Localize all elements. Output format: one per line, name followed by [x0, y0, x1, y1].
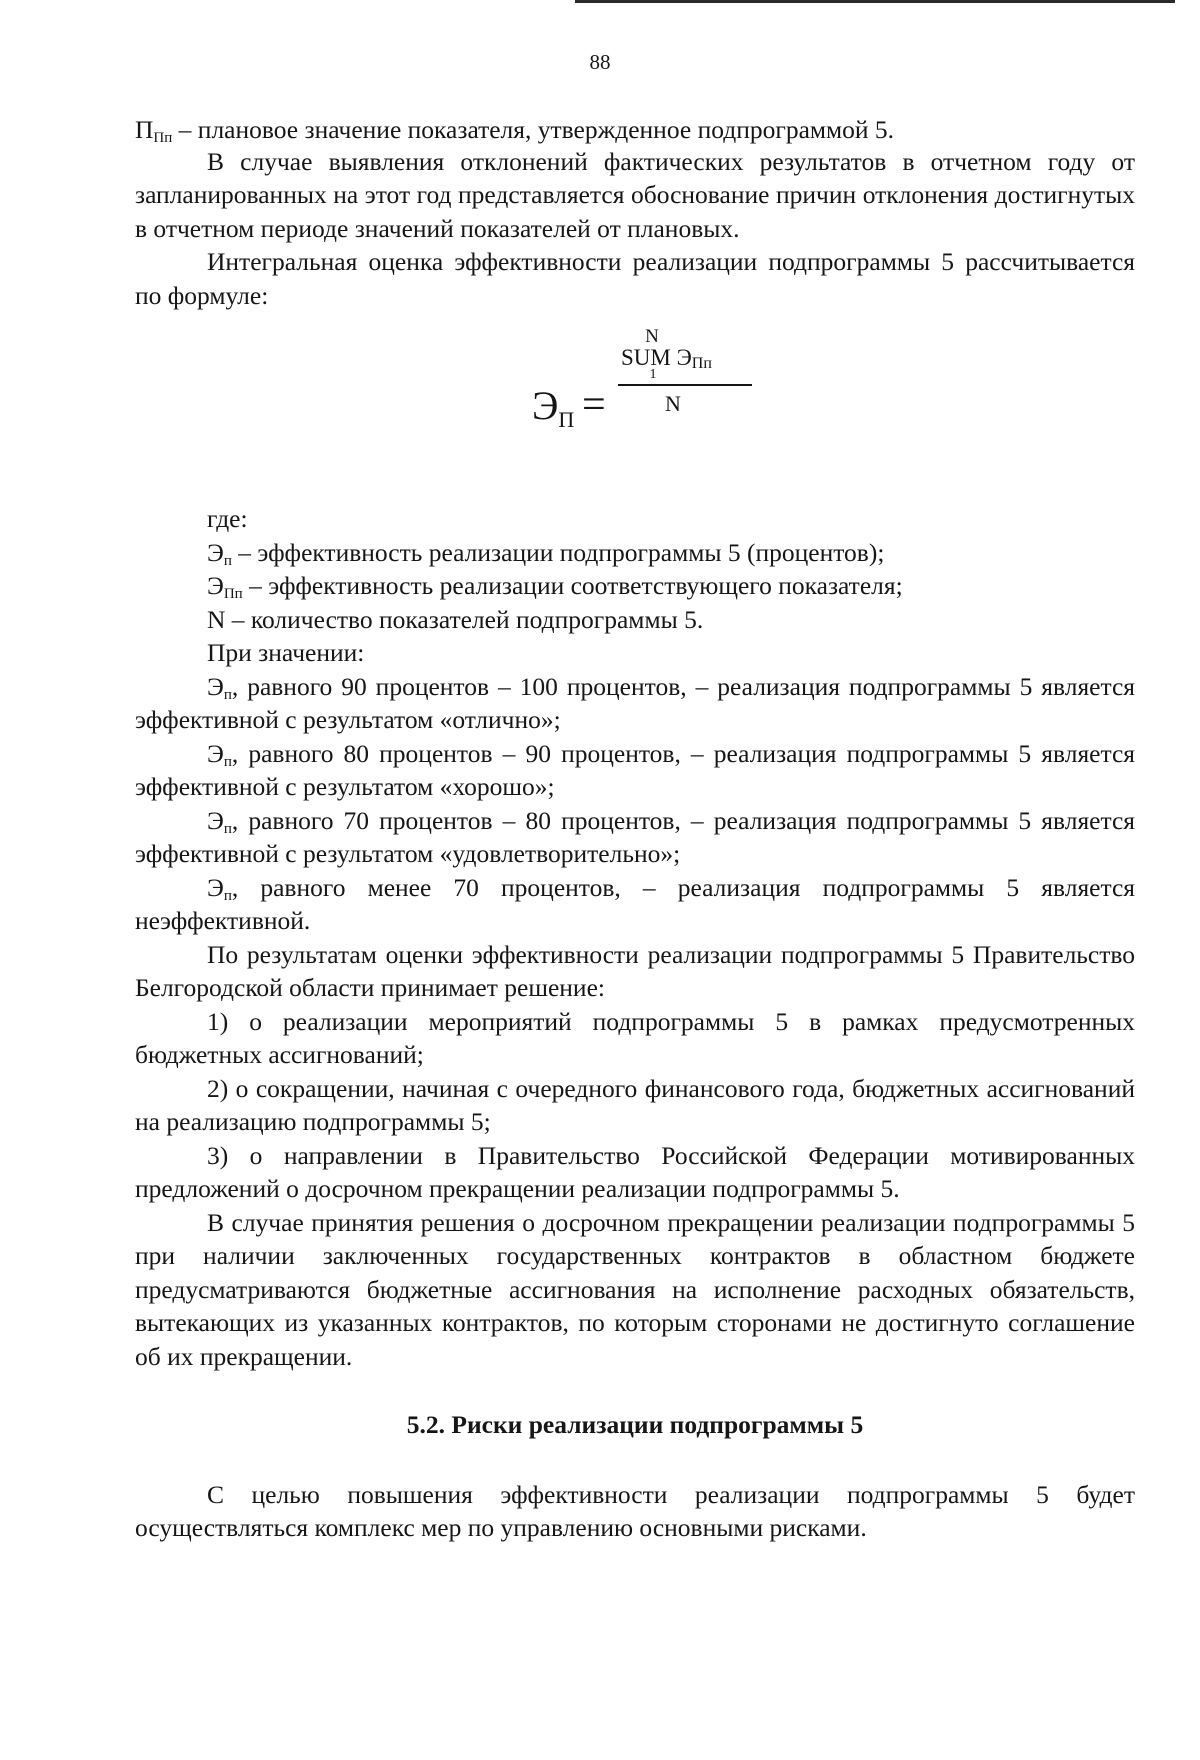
paragraph-where: где:	[207, 504, 248, 533]
formula-numerator: SUM $Э_{Пп}$	[621, 345, 712, 372]
criterion-satisfactory: $Э_п$, равного 70 процентов – 80 процентов, – реализация подпрограммы 5 является эффективной с результатом «удовлетворительно»;	[135, 805, 1135, 868]
criterion-ineffective: $Э_п$, равного менее 70 процентов, – реализация подпрограммы 5 является неэффективной.	[135, 872, 1135, 935]
page-number: 88	[589, 50, 611, 74]
paragraph-early-termination: В случае принятия решения о досрочном прекращении реализации подпрограммы 5 при наличии заключенных государственных контрактов в областном бюджете предусматриваются бюджетные ассигнования на исполнение расходных обязательств, вытекающих из указанных контрактов, по которым сторонами не достигнуто соглашение об их прекращении.	[135, 1207, 1135, 1371]
decision-item-3: 3) о направлении в Правительство Российской Федерации мотивированных предложений о досрочном прекращении реализации подпрограммы 5.	[135, 1140, 1135, 1203]
decision-item-2: 2) о сокращении, начиная с очередного финансового года, бюджетных ассигнований на реализацию подпрограммы 5;	[135, 1073, 1135, 1136]
criterion-good: $Э_п$, равного 80 процентов – 90 процентов, – реализация подпрограммы 5 является эффективной с результатом «хорошо»;	[135, 738, 1135, 801]
paragraph-integral-estimate: Интегральная оценка эффективности реализации подпрограммы 5 рассчитывается по формуле:	[135, 247, 1135, 310]
decision-item-1: 1) о реализации мероприятий подпрограммы 5 в рамках предусмотренных бюджетных ассигнований;	[135, 1006, 1135, 1069]
paragraph-plan-value	[135, 113, 1135, 147]
paragraph-deviations: В случае выявления отклонений фактических результатов в отчетном году от запланированных на этот год представляется обоснование причин отклонения достигнутых в отчетном периоде значений показателей от плановых.	[135, 146, 1135, 243]
paragraph-government-decision: По результатам оценки эффективности реализации подпрограммы 5 Правительство Белгородской области принимает решение:	[135, 939, 1135, 1002]
definition-n: N – количество показателей подпрограммы 5.	[207, 604, 704, 634]
formula-denominator: N	[665, 391, 681, 416]
top-border-line	[575, 0, 1175, 3]
fraction-bar	[618, 384, 752, 386]
document-body	[135, 113, 1135, 1545]
formula-equals: =	[582, 382, 606, 428]
paragraph-text: – плановое значение показателя, утвержденное подпрограммой 5.	[172, 115, 895, 144]
symbol-p: П	[135, 115, 154, 144]
formula-lhs: $Э_П$	[532, 383, 575, 432]
section-heading: 5.2. Риски реализации подпрограммы 5	[406, 1410, 864, 1439]
paragraph-at-value: При значении:	[207, 638, 365, 667]
criterion-excellent: $Э_п$, равного 90 процентов – 100 процентов, – реализация подпрограммы 5 является эффективной с результатом «отлично»;	[135, 671, 1135, 734]
definition-epp: $Э_{Пп}$ – эффективность реализации соответствующего показателя;	[207, 571, 903, 602]
formula-upper-limit: N	[645, 326, 659, 347]
symbol-subscript: Пп	[153, 130, 173, 146]
formula-lower-limit: 1	[649, 367, 657, 382]
definition-ep: $Э_п$ – эффективность реализации подпрограммы 5 (процентов);	[207, 537, 885, 569]
paragraph-risk-management: С целью повышения эффективности реализации подпрограммы 5 будет осуществляться комплекс мер по управлению основными рисками.	[135, 1479, 1135, 1542]
efficiency-formula	[135, 312, 1135, 502]
